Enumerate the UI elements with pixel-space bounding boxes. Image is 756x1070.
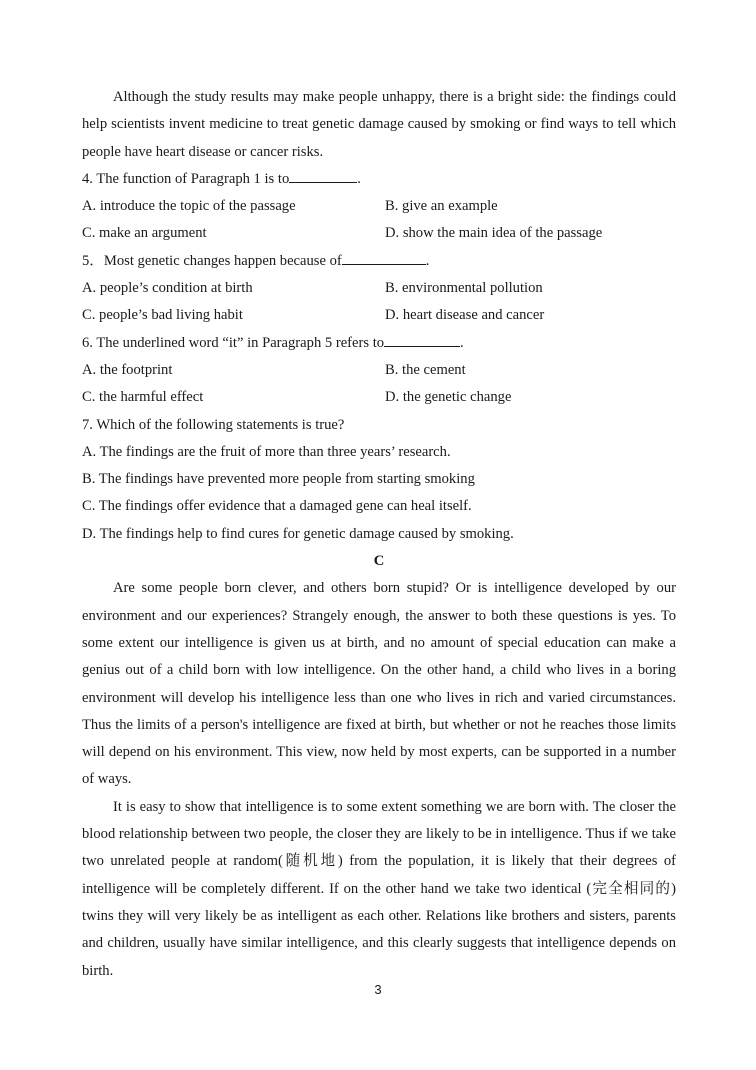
question-6-option-c: C. the harmful effect: [82, 389, 204, 406]
intro-paragraph: Although the study results may make people unhappy, there is a bright side: the findings could help scientists invent medicine to treat genetic damage caused by smoking or find ways to tell which people have heart disease or cancer risks.: [82, 89, 676, 160]
question-6-blank: [384, 330, 460, 347]
question-6-option-d: D. the genetic change: [385, 389, 512, 406]
question-4-options-row-2: [82, 220, 676, 247]
question-6-options-row-2: [82, 384, 676, 411]
question-5-option-a: A. people’s condition at birth: [82, 280, 253, 297]
section-c-title: C: [373, 553, 385, 570]
question-4-option-c: C. make an argument: [82, 225, 207, 242]
question-5-options-row-1: [82, 275, 676, 302]
question-5-option-d: D. heart disease and cancer: [385, 307, 545, 324]
question-7-stem: 7. Which of the following statements is true?: [82, 416, 345, 433]
question-4-text: 4. The function of Paragraph 1 is to: [82, 170, 290, 187]
question-5-stem: [82, 248, 676, 275]
question-6-text: 6. The underlined word “it” in Paragraph 5 refers to: [82, 334, 385, 351]
question-4-option-d: D. show the main idea of the passage: [385, 225, 603, 242]
question-4-blank: [289, 166, 357, 183]
question-5-text: 5．Most genetic changes happen because of: [82, 252, 342, 269]
question-5-end: .: [425, 252, 430, 269]
question-7-option-b: B. The findings have prevented more people from starting smoking: [82, 471, 475, 488]
document-page: [82, 84, 676, 985]
question-4-option-a: A. introduce the topic of the passage: [82, 198, 296, 215]
question-7-option-c: C. The findings offer evidence that a damaged gene can heal itself.: [82, 498, 472, 515]
question-6-options-row-1: [82, 357, 676, 384]
question-4-options-row-1: [82, 193, 676, 220]
question-5-option-b: B. environmental pollution: [385, 280, 543, 297]
question-5-option-c: C. people’s bad living habit: [82, 307, 243, 324]
question-7-option-d: D. The findings help to find cures for genetic damage caused by smoking.: [82, 525, 514, 542]
question-4-stem: [82, 166, 676, 193]
question-6-stem: [82, 330, 676, 357]
question-5-blank: [342, 248, 426, 265]
passage-c-paragraph-1: Are some people born clever, and others born stupid? Or is intelligence developed by our environment and our experiences? Strangely enough, the answer to both these questions is yes. To some extent our intelligence is given us at birth, and no amount of special education can make a genius out of a child born with low intelligence. On the other hand, a child who lives in a boring environment will develop his intelligence less than one who lives in rich and varied circumstances. Thus the limits of a person's intelligence are fixed at birth, but whether or not he reaches those limits will depend on his environment. This view, now held by most experts, can be supported in a number of ways.: [82, 580, 676, 788]
passage-c-paragraph-2: It is easy to show that intelligence is to some extent something we are born with. The closer the blood relationship between two people, the closer they are likely to be in intelligence. Thus if we take two unrelated people at random(随机地) from the population, it is likely that their degrees of intelligence will be completely different. If on the other hand we take two identical (完全相同的) twins they will very likely be as intelligent as each other. Relations like brothers and sisters, parents and children, usually have similar intelligence, and this clearly suggests that intelligence depends on birth.: [82, 798, 676, 979]
page-number: 3: [374, 982, 382, 997]
question-4-end: .: [357, 170, 361, 187]
question-7-option-a: A. The findings are the fruit of more than three years’ research.: [82, 443, 451, 460]
question-5-options-row-2: [82, 302, 676, 329]
question-4-option-b: B. give an example: [385, 198, 498, 215]
question-6-option-b: B. the cement: [385, 361, 466, 378]
question-6-end: .: [460, 334, 464, 351]
question-6-option-a: A. the footprint: [82, 361, 173, 378]
